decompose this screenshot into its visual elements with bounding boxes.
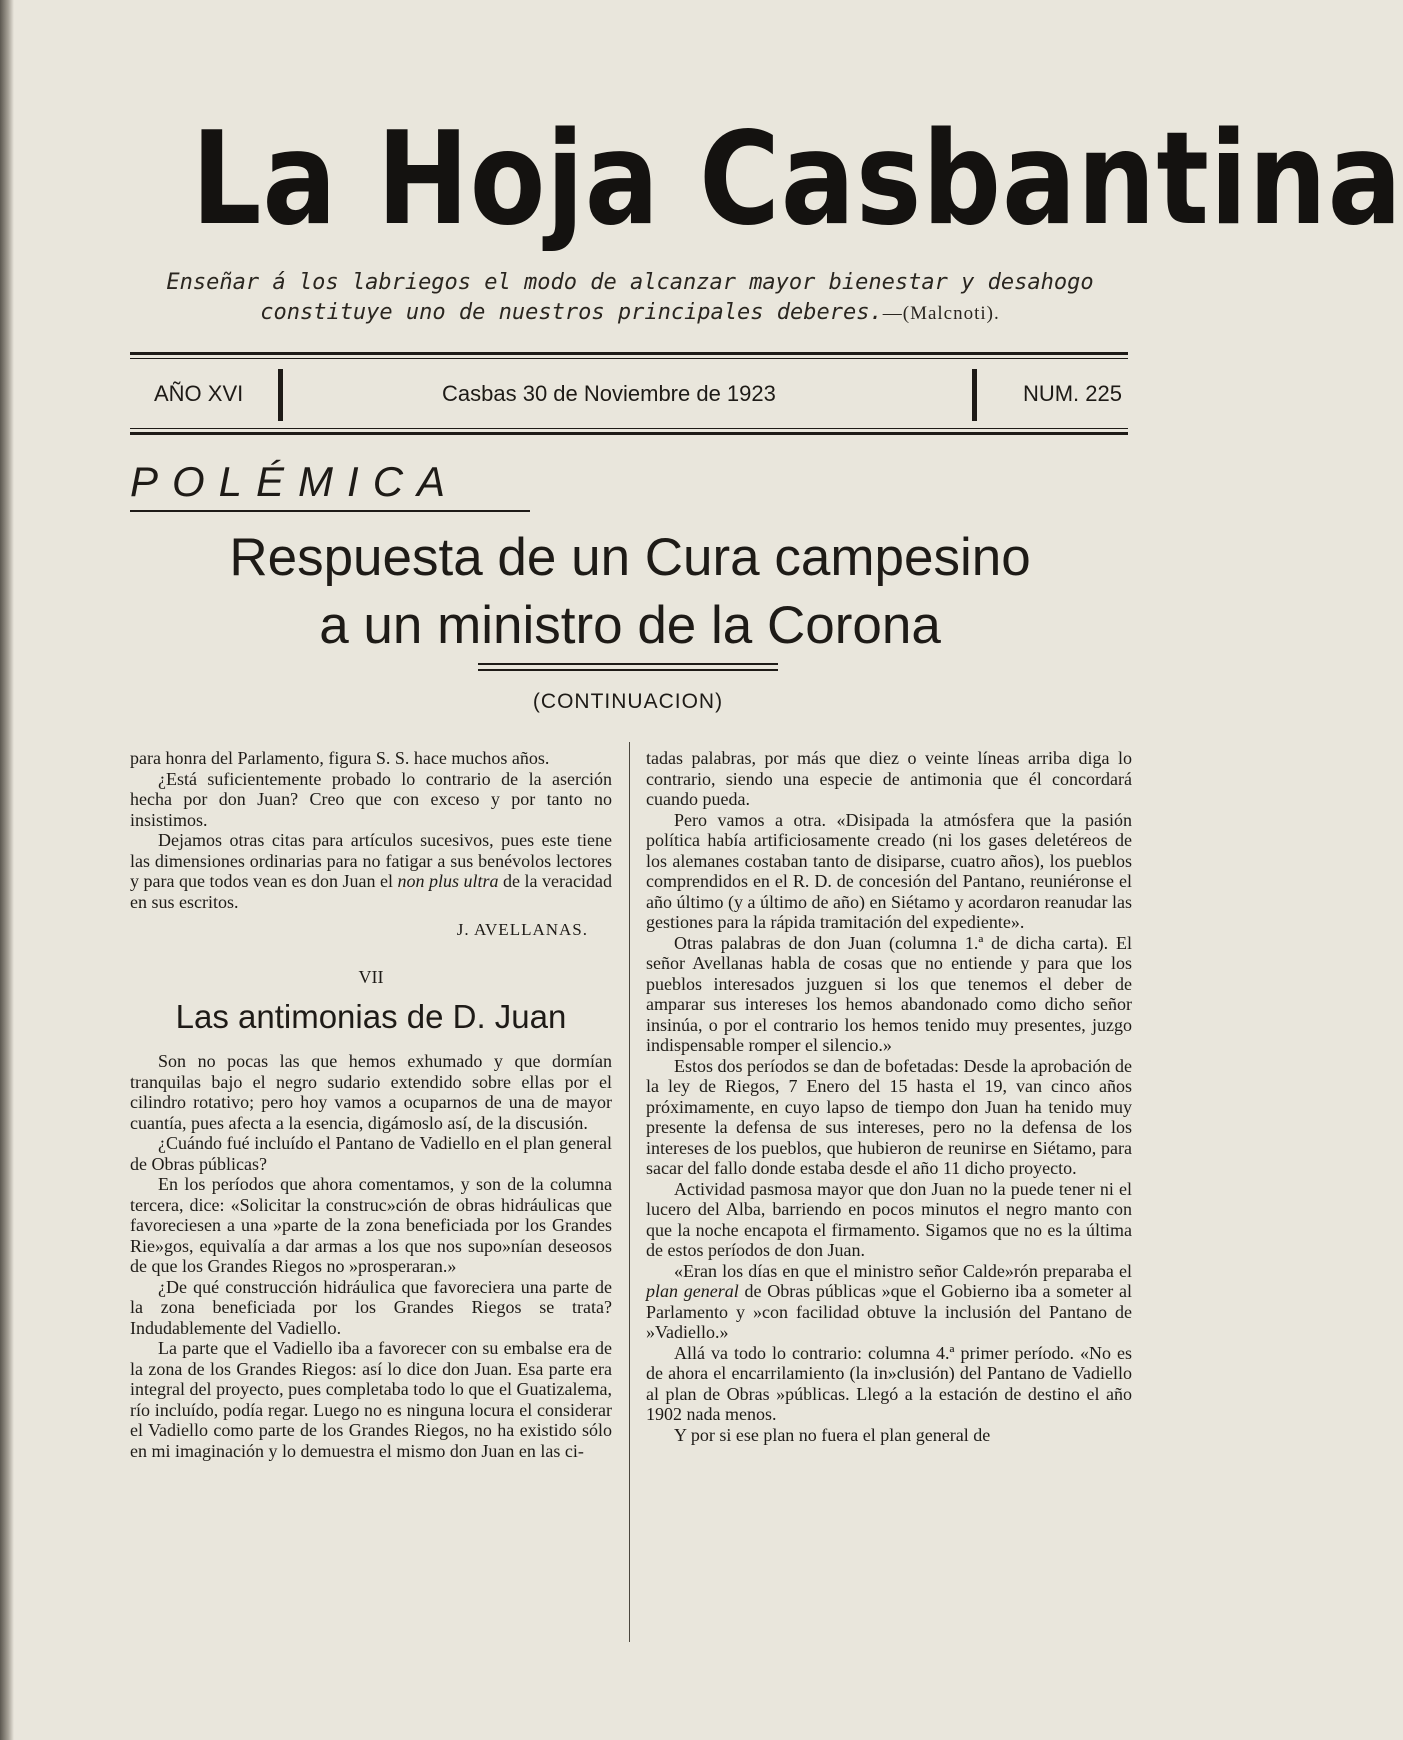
paragraph: ¿Cuándo fué incluído el Pantano de Vadiello en el plan general de Obras públicas? — [130, 1133, 612, 1174]
article-headline — [120, 524, 1140, 660]
paragraph: Actividad pasmosa mayor que don Juan no la puede tener ni el lucero del Alba, barriendo en pocos minutos el negro manto con que la noche encapota el firmamento. Sigamos que no es la última de estos períodos de don Juan. — [646, 1178, 1132, 1260]
motto-text: Enseñar á los labriegos el modo de alcanzar mayor bienestar y desahogo constituye uno de nuestros principales deberes. — [166, 270, 1094, 325]
column-divider — [629, 742, 630, 1642]
text-run: Dejamos otras citas para artículos sucesivos, pues este tiene las dimensiones ordinarias para no fatigar a sus benévolos lectores y para que todos vean es don Juan el — [130, 830, 612, 891]
paragraph: para honra del Parlamento, figura S. S. hace muchos años. — [130, 748, 550, 768]
headline-rule — [478, 663, 778, 671]
issue-year: AÑO XVI — [154, 381, 244, 406]
paragraph: Y por si ese plan no fuera el plan general de — [674, 1424, 991, 1445]
section-title: POLÉMICA — [130, 458, 530, 512]
paragraph: Otras palabras de don Juan (columna 1.ª de dicha carta). El señor Avellanas habla de cosas que no entiende y para que los pueblos interesados juzguen si los que tenemos el deber de amparar sus intereses los hemos abandonado como dicho señor insinúa, o por el contrario los hemos tenido muy presentes, juzgo indispensable romper el silencio.» — [646, 932, 1132, 1055]
continuation-label: (CONTINUACION) — [532, 690, 724, 713]
issue-number: NUM. 225 — [1022, 381, 1122, 406]
paragraph: ¿Está suficientemente probado lo contrario de la aserción hecha por don Juan? Creo que con exceso y por tanto no insistimos. — [130, 768, 612, 830]
paragraph — [130, 830, 612, 912]
paragraph: tadas palabras, por más que diez o veinte líneas arriba diga lo contrario, siendo una especie de antimonia que él concordará cuando pueda. — [646, 748, 1132, 809]
page-binding-shadow — [0, 0, 14, 1740]
text-run: de la veracidad en sus escritos. — [130, 871, 612, 912]
top-rule-thin — [130, 358, 1128, 359]
text-run: «Eran los días en que el ministro señor Calde»rón preparaba el — [674, 1260, 1132, 1281]
headline-line-1: Respuesta de un Cura campesino — [229, 528, 1031, 587]
issue-divider-right — [972, 369, 977, 421]
paragraph: Pero vamos a otra. «Disipada la atmósfera que la pasión política había artificiosamente creado (ni los gases deletéreos de los alemanes costaban tanto de disiparse, cuatro años), los pueblos comprendidos en el R. D. de concesión del Pantano, reuniéronse el año último (y a último de año) en Siétamo y acordaron reanudar las gestiones para la rápida tramitación del expediente». — [646, 809, 1132, 932]
issue-divider-left — [278, 369, 283, 421]
paragraph: Son no pocas las que hemos exhumado y que dormían tranquilas bajo el negro sudario extendido sobre ellas por el cilindro rotativo; pero hoy vamos a ocuparnos de una de mayor cuantía, pues afecta a la esencia, digámoslo así, de la discusión. — [130, 1051, 612, 1133]
top-rule — [130, 352, 1128, 355]
motto — [120, 268, 1140, 329]
italic-phrase: non plus ultra — [397, 871, 499, 891]
paragraph: ¿De qué construcción hidráulica que favoreciera una parte de la zona beneficiada por los Grandes Riegos se trata? Indudablemente del Vadiello. — [130, 1276, 612, 1338]
paragraph: En los períodos que ahora comentamos, y son de la columna tercera, dice: «Solicitar la construc»ción de obras hidráulicas que favoreciesen a una »parte de la zona beneficiada por los Grandes Rie»gos, equivalía a dar armas a los que nos supo»nían deseosos de que los Grandes Riegos no »prosperaran.» — [130, 1174, 612, 1276]
paragraph: La parte que el Vadiello iba a favorecer con su embalse era de la zona de los Grandes Riegos: así lo dice don Juan. Esa parte era integral del proyecto, pues completaba todo lo que el Guatizalema, río incluído, podía regar. Luego no es ninguna locura el considerar el Vadiello como parte de los Grandes Riegos, no ha existido sólo en mi imaginación y lo demuestra el mismo don Juan en las ci- — [130, 1338, 612, 1461]
motto-author: —(Malcnoti). — [882, 303, 1000, 324]
newspaper-title: La Hoja Casbantina — [191, 105, 1403, 254]
right-column — [646, 748, 1132, 1648]
paragraph: Allá va todo lo contrario: columna 4.ª primer período. «No es de ahora el encarrilamiento (la in»clusión) del Pantano de Vadiello al plan de Obras »públicas. Llegó a la estación de destino el año 1902 nada menos. — [646, 1342, 1132, 1424]
bottom-rule-thin — [130, 428, 1128, 429]
bottom-rule — [130, 432, 1128, 435]
issue-place-date: Casbas 30 de Noviembre de 1923 — [442, 381, 776, 406]
signature: J. AVELLANAS. — [456, 920, 588, 939]
issue-bar — [130, 365, 1128, 425]
paragraph: Estos dos períodos se dan de bofetadas: Desde la aprobación de la ley de Riegos, 7 Enero del 15 hasta el 19, van cinco años próximamente, en cuyo lapso de tiempo don Juan ha tenido muy presente la defensa de sus intereses, pero no la defensa de los intereses de los pueblos, que hubieron de reunirse en Siétamo, para sacar del fallo donde estaba desde el año 11 dicho proyecto. — [646, 1055, 1132, 1178]
headline-line-2: a un ministro de la Corona — [319, 596, 941, 655]
chapter-number: VII — [358, 966, 384, 987]
paragraph — [646, 1261, 1132, 1343]
italic-phrase: plan general — [646, 1281, 739, 1301]
subheadline: Las antimonias de D. Juan — [175, 998, 567, 1035]
left-column — [130, 748, 612, 1648]
text-run: de Obras públicas »que el Gobierno iba a someter al Parlamento y »con facilidad obtuve la inclusión del Pantano de »Vadiello.» — [646, 1281, 1132, 1342]
